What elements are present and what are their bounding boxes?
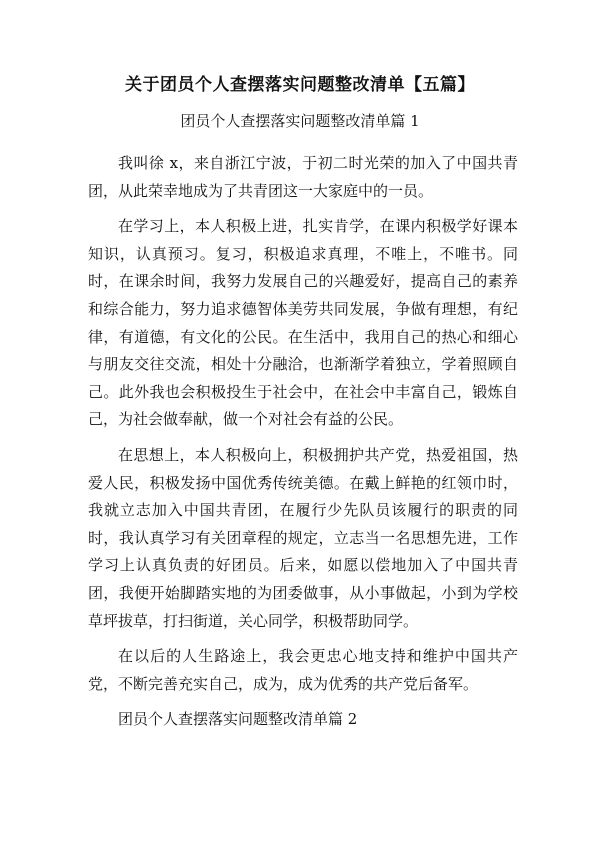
document-title: 关于团员个人查摆落实问题整改清单【五篇】	[125, 75, 475, 95]
paragraph-future: 在以后的人生路途上，我会更忠心地支持和维护中国共产党，不断完善充实自己，成为，成为优秀的共产党后备军。	[88, 647, 518, 693]
next-section-heading: 团员个人查摆落实问题整改清单篇 2	[118, 710, 358, 729]
section-subtitle: 团员个人查摆落实问题整改清单篇 1	[180, 112, 420, 130]
document-body	[88, 150, 518, 734]
paragraph-intro: 我叫徐 x，来自浙江宁波，于初二时光荣的加入了中国共青团，从此荣幸地成为了共青团这一大家庭中的一员。	[88, 154, 518, 200]
paragraph-study: 在学习上，本人积极上进，扎实肯学，在课内积极学好课本知识，认真预习。复习，积极追求真理，不唯上，不唯书。同时，在课余时间，我努力发展自己的兴趣爱好，提高自己的素养和综合能力，努力追求德智体美劳共同发展，争做有理想，有纪律，有道德，有文化的公民。在生活中，我用自己的热心和细心与朋友交往交流，相处十分融洽，也渐渐学着独立，学着照顾自己。此外我也会积极投生于社会中，在社会中丰富自己，锻炼自己，为社会做奉献，做一个对社会有益的公民。	[88, 217, 518, 429]
paragraph-thought: 在思想上，本人积极向上，积极拥护共产党，热爱祖国，热爱人民，积极发扬中国优秀传统美德。在戴上鲜艳的红领巾时，我就立志加入中国共青团，在履行少先队员该履行的职责的同时，我认真学习有关团章程的规定，立志当一名思想先进，工作学习上认真负责的好团员。后来，如愿以偿地加入了中国共青团，我便开始脚踏实地的为团委做事，从小事做起，小到为学校草坪拔草，打扫街道，关心同学，积极帮助同学。	[88, 445, 518, 630]
